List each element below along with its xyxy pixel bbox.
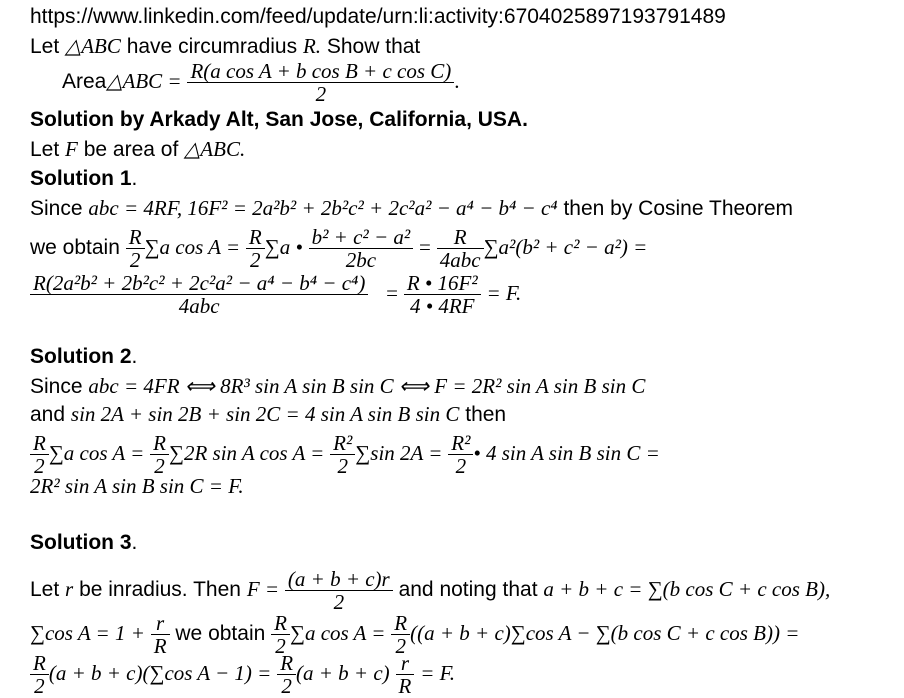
s2-l3-frac2-den: 2	[154, 454, 165, 478]
solution1-line1	[30, 195, 793, 222]
author-period: .	[522, 108, 528, 131]
s1-l2-frac1	[126, 226, 145, 271]
s2-l3-frac1-num: R	[30, 432, 49, 455]
let-f-rest: be area of	[83, 138, 179, 161]
s1-l2-eq: =	[419, 235, 431, 260]
s2-l1-text: Since	[30, 375, 83, 398]
s3-l1-F: F =	[246, 577, 280, 602]
s1-l2-frac4	[437, 226, 484, 271]
solution3-heading-period: .	[131, 531, 138, 554]
s3-l3-frac3-num: r	[396, 652, 415, 675]
s3-l3-m2: (a + b + c)	[296, 661, 390, 686]
s1-l3-end: = F.	[486, 281, 522, 306]
s1-l1-text: Since	[30, 197, 83, 220]
s2-l3-frac4	[448, 432, 473, 477]
s3-l2-frac2-num: R	[271, 612, 290, 635]
triangle-abc: △ABC	[65, 34, 121, 58]
let-f-triangle: △ABC.	[184, 137, 246, 161]
solution1-heading-text: Solution 1	[30, 167, 132, 190]
s2-l3-frac2-num: R	[150, 432, 169, 455]
author-comma: ,	[253, 108, 260, 131]
s2-l2-math: sin 2A + sin 2B + sin 2C = 4 sin A sin B sin C	[70, 402, 460, 426]
let-f-text: Let	[30, 138, 60, 161]
solution3-line1	[30, 568, 830, 613]
s2-l3-frac3	[330, 432, 355, 477]
s1-l3-frac2	[404, 272, 481, 317]
formula-numerator: R(a cos A + b cos B + c cos C)	[187, 60, 454, 83]
s3-l3-frac2-num: R	[277, 652, 296, 675]
s1-l2-frac4-den: 4abc	[439, 248, 481, 272]
s3-l3-frac2	[277, 652, 296, 697]
s1-l3-eq: =	[386, 281, 398, 306]
s3-l1-mid: be inradius. Then	[79, 578, 241, 602]
s1-l3-frac2-den: 4 • 4RF	[409, 294, 475, 318]
formula-fraction	[187, 60, 454, 105]
s2-l2-end: then	[465, 403, 507, 426]
s3-l2-frac1-num: r	[151, 612, 170, 635]
s1-l2-m1: ∑a cos A =	[144, 235, 241, 260]
s3-l2-frac2-den: 2	[275, 634, 286, 658]
formula-end: .	[454, 69, 460, 94]
s1-l2-frac2	[246, 226, 265, 271]
solution2-line3	[30, 432, 660, 477]
problem-rest: have circumradius	[126, 35, 298, 58]
s1-l2-frac4-num: R	[437, 226, 484, 249]
problem-intro: Let	[30, 35, 60, 58]
formula-denominator: 2	[315, 82, 327, 106]
s3-l3-frac3-den: R	[398, 674, 412, 698]
s2-l3-frac3-num: R²	[330, 432, 355, 455]
s3-l2-frac1-den: R	[153, 634, 167, 658]
s3-l3-m1: (a + b + c)(∑cos A − 1) =	[48, 661, 272, 686]
s3-l1-frac-num: (a + b + c)r	[285, 568, 393, 591]
s2-l1-math: abc = 4FR ⟺ 8R³ sin A sin B sin C ⟺ F = 2R² sin A sin B sin C	[88, 374, 646, 398]
solution2-line4	[30, 473, 244, 500]
s3-l3-frac1-num: R	[30, 652, 49, 675]
source-url: https://www.linkedin.com/feed/update/urn:li:activity:6704025897193791489	[30, 5, 726, 28]
problem-formula	[62, 60, 460, 105]
s2-l3-frac1-den: 2	[34, 454, 45, 478]
s3-l2-text: we obtain	[175, 622, 266, 646]
s3-l2-frac3-den: 2	[395, 634, 406, 658]
s1-l2-frac3-num: b² + c² − a²	[309, 226, 414, 249]
s2-l2-text: and	[30, 403, 66, 426]
s1-l3-frac1-num: R(2a²b² + 2b²c² + 2c²a² − a⁴ − b⁴ − c⁴)	[30, 272, 368, 295]
s1-l3-frac1-den: 4abc	[178, 294, 220, 318]
author-prefix: Solution by	[30, 108, 145, 131]
s3-l1-frac-den: 2	[333, 590, 345, 614]
solution1-heading	[30, 166, 137, 192]
s3-l2-m2: ∑a cos A =	[289, 621, 386, 646]
s1-l2-frac2-den: 2	[250, 248, 261, 272]
s3-l1-text2: and noting that	[398, 578, 538, 602]
f-symbol: F	[65, 137, 78, 161]
s1-l3-frac1	[30, 272, 368, 317]
s1-l1-end: then by Cosine Theorem	[563, 197, 794, 220]
s2-l3-frac4-den: 2	[455, 454, 467, 478]
author-name: Arkady Alt	[149, 108, 254, 131]
solution2-heading	[30, 344, 137, 370]
s3-l1-math2: a + b + c = ∑(b cos C + c cos B),	[543, 577, 831, 602]
s1-l2-frac1-num: R	[126, 226, 145, 249]
s1-l2-text: we obtain	[30, 236, 120, 260]
s1-l2-m3: ∑a²(b² + c² − a²) =	[483, 235, 648, 260]
let-f-line	[30, 136, 245, 163]
solution1-heading-period: .	[131, 167, 138, 190]
s1-l3-frac2-num: R • 16F²	[404, 272, 481, 295]
s3-l3-frac1	[30, 652, 49, 697]
author-place: San Jose, California, USA	[265, 108, 523, 131]
s2-l3-m2: ∑2R sin A cos A =	[168, 441, 325, 466]
s2-l3-frac1	[30, 432, 49, 477]
s1-l1-math: abc = 4RF, 16F² = 2a²b² + 2b²c² + 2c²a² − a⁴ − b⁴ − c⁴	[88, 196, 558, 220]
circumradius-symbol: R.	[302, 34, 322, 58]
s3-l2-m3: ((a + b + c)∑cos A − ∑(b cos C + c cos B)) =	[410, 621, 800, 646]
solution1-line3	[30, 272, 521, 317]
author-line	[30, 107, 528, 133]
s3-l1-frac	[285, 568, 393, 613]
s1-l2-frac3-den: 2bc	[345, 248, 377, 272]
problem-end: Show that	[326, 35, 421, 58]
s3-l3-frac3	[396, 652, 415, 697]
s1-l2-frac1-den: 2	[129, 248, 141, 272]
s3-l1-r: r	[65, 577, 74, 602]
solution2-heading-period: .	[131, 345, 138, 368]
s3-l3-frac1-den: 2	[34, 674, 45, 698]
s3-l2-frac1	[151, 612, 170, 657]
solution3-line2	[30, 612, 799, 657]
solution1-line2	[30, 226, 647, 271]
s3-l1-text: Let	[30, 578, 60, 602]
s3-l2-frac3-num: R	[391, 612, 410, 635]
solution2-line2	[30, 401, 506, 428]
solution3-line3	[30, 652, 455, 697]
s2-l3-m4: • 4 sin A sin B sin C =	[473, 441, 660, 466]
s2-l4-math: 2R² sin A sin B sin C = F.	[30, 474, 244, 498]
s3-l3-end: = F.	[420, 661, 455, 686]
s1-l2-frac2-num: R	[246, 226, 265, 249]
formula-label: Area	[62, 70, 107, 94]
s2-l3-m3: ∑sin 2A =	[355, 441, 443, 466]
s1-l2-frac3	[309, 226, 414, 271]
s3-l3-frac2-den: 2	[281, 674, 292, 698]
s3-l2-m1: ∑cos A = 1 +	[30, 621, 145, 646]
problem-statement	[30, 33, 420, 60]
s2-l3-frac2	[150, 432, 169, 477]
s2-l3-m1: ∑a cos A =	[48, 441, 145, 466]
solution3-heading-text: Solution 3	[30, 531, 132, 554]
s2-l3-frac3-den: 2	[337, 454, 348, 478]
s2-l3-frac4-num: R²	[448, 432, 473, 455]
s1-l2-m2: ∑a •	[264, 235, 303, 260]
formula-lhs: △ABC =	[106, 69, 182, 94]
solution2-heading-text: Solution 2	[30, 345, 132, 368]
solution2-line1	[30, 373, 645, 400]
solution3-heading	[30, 530, 137, 556]
